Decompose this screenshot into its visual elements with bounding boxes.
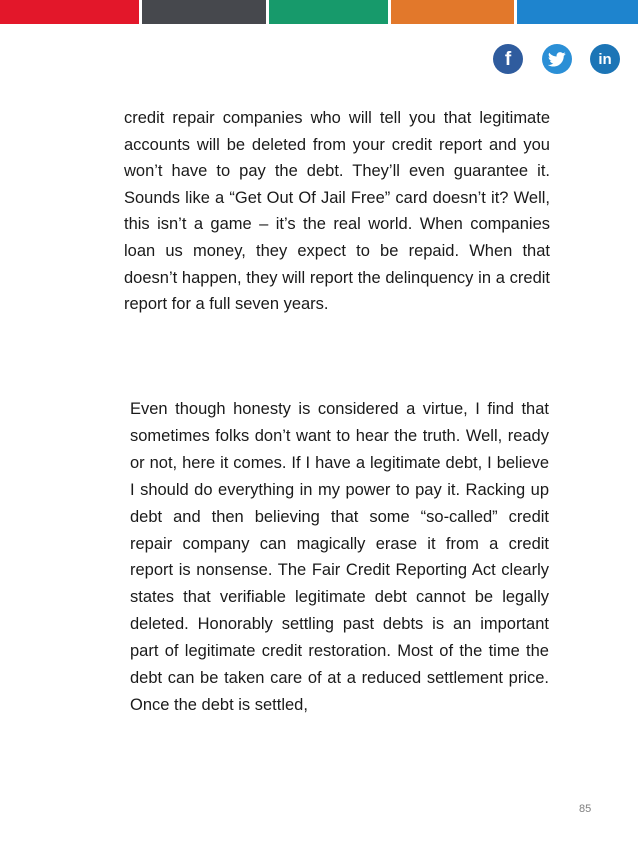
color-bar-red bbox=[0, 0, 139, 24]
linkedin-glyph: in bbox=[598, 50, 612, 68]
body-paragraph-1: credit repair companies who will tell you that legitimate accounts will be deleted from your credit report and you won’t have to pay the debt. They’ll even guarantee it. Sounds like a “Get Out Of Jail Free” card doesn’t it? Well, this isn’t a game – it’s the real world. When companies loan us money, they expect to be repaid. When that doesn’t happen, they will report the delinquency in a credit report for a full seven years. bbox=[124, 109, 550, 314]
twitter-bird-glyph bbox=[548, 52, 566, 67]
facebook-glyph: f bbox=[504, 48, 512, 70]
body-paragraph-2: Even though honesty is considered a virtue, I find that sometimes folks don’t want to hear the truth. Well, ready or not, here it comes. If I have a legitimate debt, I believe I should do everything in my power to pay it. Racking up debt and then believing that some “so-called” credit repair company can magically erase it from a credit report is nonsense. The Fair Credit Reporting Act clearly states that verifiable legitimate debt cannot be legally deleted. Honorably settling past debts is an important part of legitimate credit restoration. Most of the time the debt can be taken care of at a reduced settlement price. Once the debt is settled, bbox=[130, 400, 549, 714]
facebook-icon[interactable] bbox=[493, 44, 523, 74]
linkedin-icon[interactable] bbox=[590, 44, 620, 74]
header-color-bar bbox=[0, 0, 638, 24]
color-bar-dark-gray bbox=[142, 0, 266, 24]
color-bar-orange bbox=[391, 0, 514, 24]
twitter-icon[interactable] bbox=[542, 44, 572, 74]
color-bar-blue bbox=[517, 0, 638, 24]
color-bar-green bbox=[269, 0, 388, 24]
page-number: 85 bbox=[579, 803, 592, 815]
